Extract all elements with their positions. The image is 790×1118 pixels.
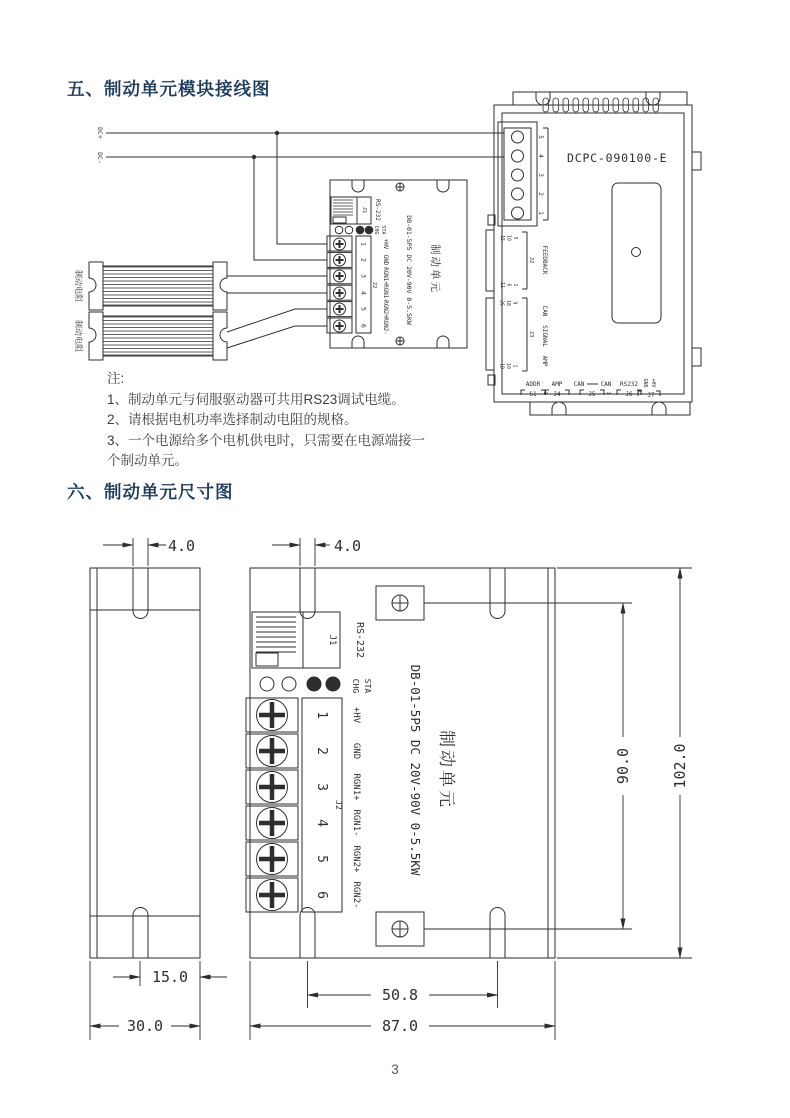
svg-text:3: 3 [537, 173, 544, 177]
rs232-label-small: RS-232 [374, 199, 381, 221]
dim-side-slot: 4.0 [168, 537, 196, 555]
note-line-3: 3、一个电源给多个电机供电时，只需要在电源端接一 [107, 432, 426, 448]
io-pin-numbers [499, 300, 518, 369]
svg-text:ADDR: ADDR [525, 381, 541, 388]
page-number: 3 [391, 1062, 399, 1077]
svg-text:5: 5 [359, 307, 368, 311]
can-label: CAN [541, 305, 548, 317]
sta-label-small: STA [380, 225, 386, 235]
svg-text:5: 5 [512, 236, 517, 240]
terminal-block-front [246, 698, 342, 912]
driver-bottom-labels [526, 378, 656, 399]
chg-label-front: CHG [351, 678, 360, 694]
svg-text:2: 2 [314, 747, 329, 755]
svg-text:18: 18 [505, 300, 510, 306]
svg-text:RGN2+: RGN2+ [351, 845, 361, 873]
svg-text:J6: J6 [625, 391, 633, 398]
svg-text:3: 3 [359, 274, 368, 278]
dim-side-depth: 30.0 [126, 1017, 164, 1035]
dim-mount-height: 90.0 [614, 747, 632, 785]
svg-text:GND: GND [382, 254, 388, 266]
terminal-labels-front [351, 707, 361, 909]
section5-heading: 五、制动单元模块接线图 [67, 79, 271, 99]
dim-mount-spacing: 50.8 [381, 986, 419, 1004]
svg-text:19: 19 [498, 363, 504, 369]
servo-driver [486, 92, 701, 415]
svg-text:26: 26 [498, 300, 504, 306]
rj45-jack-icon [252, 612, 303, 668]
note-line-4: 个制动单元。 [107, 453, 188, 468]
screw-icon [396, 183, 404, 345]
power-pin-numbers [537, 135, 544, 215]
unit-name-front: 制动单元 [436, 730, 456, 810]
resistor-1-label: 制动电阻 [74, 270, 83, 302]
driver-model: DCPC-090100-E [567, 151, 668, 165]
svg-text:6: 6 [314, 891, 329, 899]
svg-text:4: 4 [537, 154, 544, 158]
svg-text:RGN2-: RGN2- [382, 317, 388, 335]
terminal-numbers-small [360, 242, 368, 328]
svg-text:1: 1 [542, 391, 547, 395]
svg-text:1: 1 [359, 242, 368, 246]
dimension-texts [127, 537, 689, 1035]
braking-unit-small [327, 180, 467, 348]
svg-text:1: 1 [314, 711, 329, 719]
dsub-connectors [486, 215, 495, 385]
j2-ref-small: J2 [371, 281, 377, 289]
svg-text:J7: J7 [647, 392, 655, 399]
j1-ref-front: J1 [327, 634, 337, 646]
label-plate [612, 183, 661, 323]
svg-text:5: 5 [537, 135, 544, 139]
svg-text:GND: GND [351, 742, 361, 760]
svg-text:+HV: +HV [382, 238, 388, 250]
terminal-block-small [327, 236, 371, 333]
section6-heading: 六、制动单元尺寸图 [67, 482, 234, 502]
terminal-labels-small [382, 239, 388, 335]
svg-text:J4: J4 [553, 391, 561, 398]
front-view [246, 568, 555, 958]
dim-side-hole-offset: 15.0 [151, 968, 189, 986]
dc-bus-wires [106, 131, 504, 260]
side-view [90, 568, 200, 958]
svg-text:4: 4 [359, 291, 368, 295]
note-line-2: 2、请根据电机功率选择制动电阻的规格。 [107, 412, 358, 427]
svg-text:RGN1+: RGN1+ [382, 267, 388, 285]
svg-text:RGN1+: RGN1+ [351, 773, 361, 801]
svg-text:RGN2-: RGN2- [351, 881, 361, 909]
dim-front-height: 102.0 [671, 743, 689, 789]
svg-text:1: 1 [512, 283, 517, 287]
wiring-notes [107, 369, 487, 472]
dc-plus-label: DC+ [96, 127, 104, 139]
j1-ref-small: J1 [361, 206, 367, 214]
feedback-ref: J2 [528, 256, 534, 264]
svg-text:RGN1-: RGN1- [382, 284, 388, 302]
svg-text:S1: S1 [529, 391, 537, 398]
note-line-1: 1、制动单元与伺服驱动器可共用RS23调试电缆。 [107, 391, 405, 407]
unit-model-front: DB-01-5P5 DC 20V-90V 0-5.5KW [408, 664, 423, 876]
rs232-label-front: RS-232 [354, 621, 365, 659]
svg-text:2: 2 [359, 258, 368, 262]
rj45-jack-icon [331, 197, 357, 224]
svg-text:3: 3 [314, 783, 329, 791]
svg-text:11: 11 [499, 282, 504, 288]
svg-text:15: 15 [499, 235, 504, 241]
svg-text:J5: J5 [588, 391, 596, 398]
svg-text:4: 4 [314, 819, 329, 827]
unit-model-small: DB-01-5P5 DC 20V-90V 0-5.5KW [405, 215, 413, 325]
dc-minus-label: DC- [96, 152, 104, 164]
braking-resistor-1 [89, 262, 227, 310]
svg-text:10: 10 [505, 235, 511, 241]
signal-label: SIGNAL [541, 325, 548, 347]
j2-ref-front: J2 [334, 800, 343, 810]
feedback-label: FEEDBACK [541, 245, 548, 275]
sta-label-front: STA [363, 678, 372, 694]
resistor-wires [227, 276, 327, 348]
svg-text:CAN: CAN [600, 381, 612, 388]
svg-text:+HV: +HV [351, 706, 361, 724]
io-ref: J3 [528, 330, 534, 338]
notes-title: 注: [107, 371, 125, 386]
unit-name-small: 制动单元 [429, 244, 441, 294]
terminal-numbers-front [314, 711, 329, 899]
svg-text:1: 1 [537, 211, 544, 215]
svg-text:RGN2+: RGN2+ [382, 300, 388, 318]
svg-text:CAN: CAN [573, 381, 585, 388]
dim-front-width: 87.0 [381, 1017, 419, 1035]
svg-text:2: 2 [537, 192, 544, 196]
wiring-diagram [74, 92, 701, 415]
braking-resistor-2 [89, 312, 227, 360]
svg-text:RS232: RS232 [619, 381, 639, 388]
svg-text:1: 1 [605, 391, 610, 395]
svg-text:5: 5 [314, 855, 329, 863]
amp-label: AMP [541, 355, 548, 367]
svg-text:+HV: +HV [650, 378, 656, 388]
svg-text:1: 1 [511, 364, 517, 368]
svg-text:GND: GND [642, 378, 648, 388]
svg-text:10: 10 [505, 363, 510, 369]
dimension-diagram [90, 537, 692, 1040]
chg-label-small: CHG [373, 225, 379, 235]
svg-text:6: 6 [505, 283, 511, 287]
svg-text:RGN1-: RGN1- [351, 809, 361, 837]
svg-text:6: 6 [359, 324, 368, 328]
svg-text:AMP: AMP [551, 381, 563, 388]
resistor-2-label: 制动电阻 [74, 320, 83, 352]
dimension-lines [90, 538, 692, 1040]
dim-front-slot: 4.0 [334, 537, 362, 555]
svg-text:9: 9 [511, 301, 517, 305]
